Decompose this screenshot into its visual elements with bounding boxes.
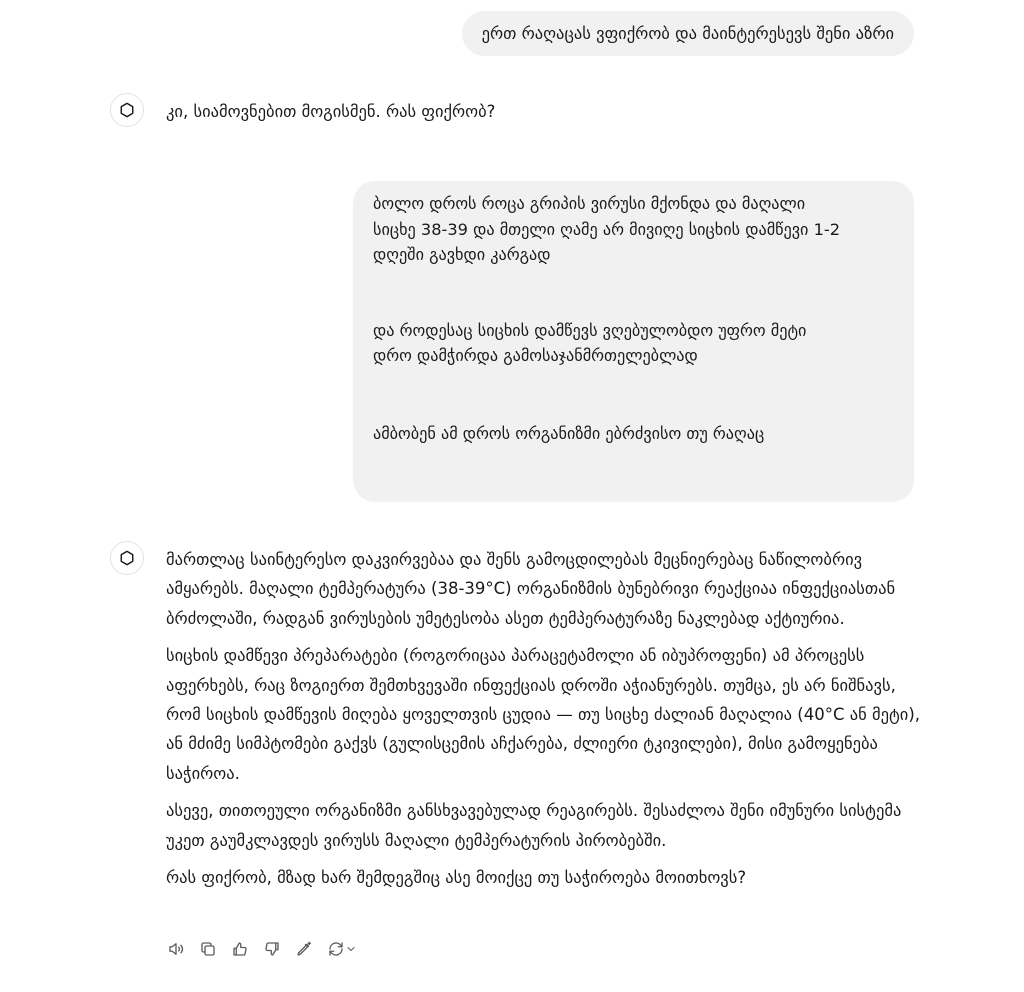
assistant-paragraph: სიცხის დამწევი პრეპარატები (როგორიცაა პარაცეტამოლი ან იბუპროფენი) ამ პროცესს აფერხებს, რაც ზოგიერთ შემთხვევაში ინფექციას დროში აჭიანურებს. თუმცა, ეს არ ნიშნავს, რომ სიცხის დამწევის მიღება ყოველთვის ცუდია — თუ სიცხე ძალიან მაღალია (40°C ან მეტი), ან მძიმე სიმპტომები გაქვს (გულისცემის აჩქარება, ძლიერი ტკივილები), მისი გამოყენება საჭიროა. — [166, 646, 921, 783]
edit-in-canvas-icon — [295, 940, 313, 958]
user-message-line: დღეში გავხდი კარგად — [373, 245, 551, 264]
assistant-paragraph: მართლაც საინტერესო დაკვირვებაა და შენს გამოცდილებას მეცნიერებაც ნაწილობრივ ამყარებს. მაღალი ტემპერატურა (38-39°C) ორგანიზმის ბუნებრივი რეაქციაა ინფექციასთან ბრძოლაში, რადგან ვირუსების უმეტესობა ასეთ ტემპერატურაზე ნაკლებად აქტიურია. — [166, 550, 896, 628]
user-message-line: ამბობენ ამ დროს ორგანიზმი ებრძვისო თუ რაღაც — [373, 423, 765, 443]
openai-logo-icon — [117, 548, 137, 568]
user-message-line: სიცხე 38-39 და მთელი ღამე არ მივიღე სიცხის დამწევი 1-2 — [373, 219, 841, 239]
read-aloud-button[interactable] — [166, 938, 186, 960]
copy-icon — [199, 940, 217, 958]
assistant-avatar — [110, 93, 144, 127]
chevron-down-icon — [345, 943, 357, 955]
thumbs-down-icon — [263, 940, 281, 958]
read-aloud-icon — [167, 940, 185, 958]
regenerate-icon — [327, 940, 345, 958]
edit-in-canvas-button[interactable] — [294, 938, 314, 960]
copy-button[interactable] — [198, 938, 218, 960]
thumbs-up-icon — [231, 940, 249, 958]
message-actions-toolbar — [166, 938, 358, 960]
assistant-message — [166, 545, 926, 900]
assistant-paragraph: ასევე, თითოეული ორგანიზმი განსხვავებულად რეაგირებს. შესაძლოა შენი იმუნური სისტემა უკეთ გაუმკლავდეს ვირუსს მაღალი ტემპერატურის პირობებში. — [166, 801, 902, 850]
assistant-paragraph: რას ფიქრობ, მზად ხარ შემდეგშიც ასე მოიქცე თუ საჭიროება მოითხოვს? — [166, 868, 747, 888]
assistant-message-text: კი, სიამოვნებით მოგისმენ. რას ფიქრობ? — [166, 102, 496, 121]
assistant-message — [166, 100, 926, 124]
user-message-line: ბოლო დროს როცა გრიპის ვირუსი მქონდა და მაღალი — [373, 194, 806, 213]
openai-logo-icon — [117, 100, 137, 120]
bad-response-button[interactable] — [262, 938, 282, 960]
user-message-text: ერთ რაღაცას ვფიქრობ და მაინტერესევს შენი აზრი — [481, 24, 894, 43]
user-message-bubble — [353, 181, 914, 502]
regenerate-button[interactable] — [326, 938, 358, 960]
user-message-line: დრო დამჭირდა გამოსაჯანმრთელებლად — [373, 346, 698, 365]
user-message-bubble — [462, 11, 914, 56]
assistant-avatar — [110, 541, 144, 575]
good-response-button[interactable] — [230, 938, 250, 960]
user-message-line: და როდესაც სიცხის დამწევს ვღებულობდო უფრო მეტი — [373, 320, 807, 340]
